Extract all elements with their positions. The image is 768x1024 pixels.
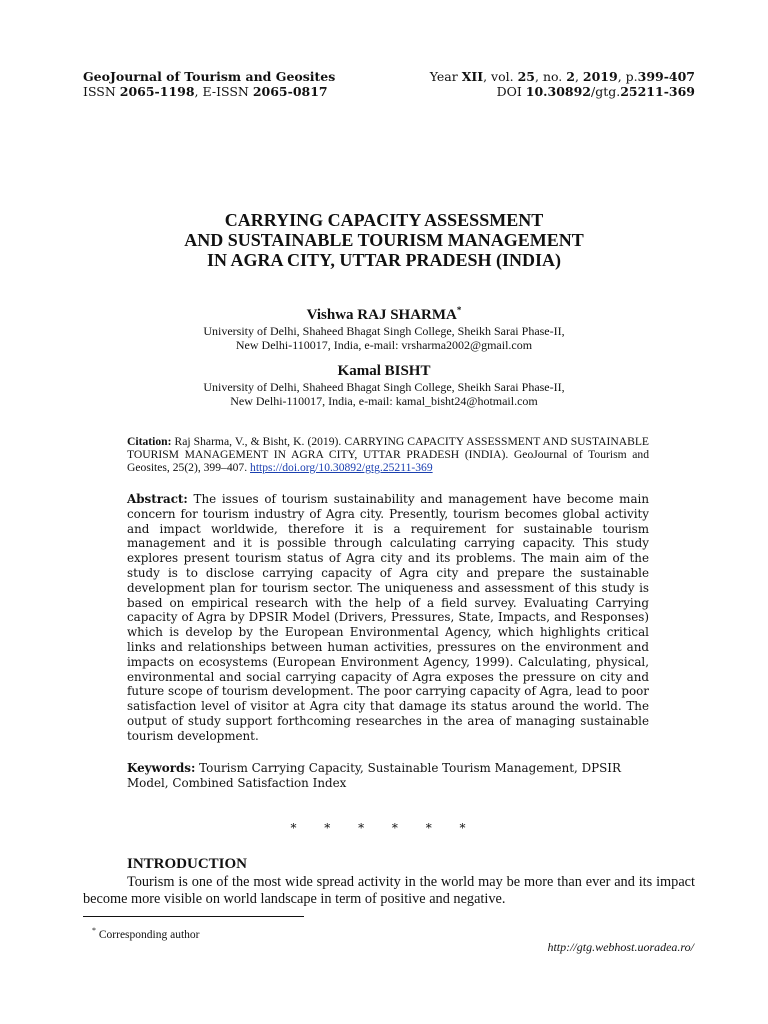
journal-name: GeoJournal of Tourism and Geosites <box>83 69 336 84</box>
abstract-block <box>127 492 649 744</box>
author-name: Kamal BISHT <box>337 363 431 379</box>
author-affiliation: University of Delhi, Shaheed Bhagat Singh College, Sheikh Sarai Phase-II, <box>203 324 565 338</box>
keywords-block <box>127 761 649 791</box>
author-address: New Delhi-110017, India, e-mail: vrsharma2002@gmail.com <box>235 338 533 352</box>
author-block-1 <box>0 301 768 352</box>
citation-text: Raj Sharma, V., & Bisht, K. (2019). CARRYING CAPACITY ASSESSMENT AND SUSTAINABLE TOURISM MANAGEMENT IN AGRA CITY, UTTAR PRADESH (INDIA). GeoJournal of Tourism and Geosites, 25(2), 399–407. <box>127 435 649 474</box>
keywords-label: Keywords: <box>127 761 196 775</box>
title-line-3: IN AGRA CITY, UTTAR PRADESH (INDIA) <box>206 250 562 270</box>
corresponding-mark: * <box>456 305 462 315</box>
author-block-2 <box>0 362 768 408</box>
keywords-text: Tourism Carrying Capacity, Sustainable Tourism Management, DPSIR Model, Combined Satisfaction Index <box>127 761 621 790</box>
title-line-2: AND SUSTAINABLE TOURISM MANAGEMENT <box>184 230 584 250</box>
abstract-label: Abstract: <box>127 492 188 506</box>
doi-line: DOI 10.30892/gtg.25211-369 <box>496 84 695 99</box>
footnote-divider <box>83 916 304 917</box>
title-line-1: CARRYING CAPACITY ASSESSMENT <box>224 210 544 230</box>
author-address: New Delhi-110017, India, e-mail: kamal_bisht24@hotmail.com <box>230 394 538 408</box>
abstract-text: The issues of tourism sustainability and management have become main concern for tourism industry of Agra city. Presently, tourism becomes global activity and impact worldwide, therefore it is a requirement for sustainable tourism management and it is possible through calculating carrying capacity. This study explores present tourism status of Agra city and its problems. The main aim of the study is to disclose carrying capacity of Agra city and prepare the sustainable development plan for tourism sector. The uniqueness and assessment of this study is based on empirical research with the help of a field survey. Evaluating Carrying capacity of Agra by DPSIR Model (Drivers, Pressures, State, Impacts, and Responses) which is develop by the European Environmental Agency, which highlights critical links and relationships between human activities, pressures on the environment and impacts on ecosystems (European Environment Agency, 1999). Calculating, physical, environmental and social carrying capacity of Agra exposes the pressure on city and future scope of tourism development. The poor carrying capacity of Agra, lead to poor satisfaction level of visitor at Agra city that damage its status around the world. The output of study support forthcoming researches in the area of managing sustainable tourism development. <box>127 492 649 743</box>
issn: 2065-1198 <box>119 84 195 99</box>
citation-block <box>127 435 649 474</box>
introduction-heading: INTRODUCTION <box>127 856 248 872</box>
journal-header-left <box>83 69 335 99</box>
section-separator: * * * * * * <box>290 821 478 835</box>
paper-title <box>0 210 768 270</box>
footer-url: http://gtg.webhost.uoradea.ro/ <box>547 940 694 954</box>
author-name: Vishwa RAJ SHARMA* <box>306 305 462 323</box>
citation-label: Citation: <box>127 435 172 448</box>
doi-link[interactable]: https://doi.org/10.30892/gtg.25211-369 <box>250 461 433 474</box>
journal-header-right <box>430 69 695 99</box>
eissn: 2065-0817 <box>252 84 328 99</box>
issn-line: ISSN 2065-1198, E-ISSN 2065-0817 <box>83 84 328 99</box>
footnote: * Corresponding author <box>92 926 200 941</box>
introduction-paragraph: Tourism is one of the most wide spread activity in the world may be more than ever and its impact become more visible on world landscape in term of positive and negative. <box>83 874 695 907</box>
issue-line: Year XII, vol. 25, no. 2, 2019, p.399-407 <box>429 69 695 84</box>
author-affiliation: University of Delhi, Shaheed Bhagat Singh College, Sheikh Sarai Phase-II, <box>203 380 565 394</box>
